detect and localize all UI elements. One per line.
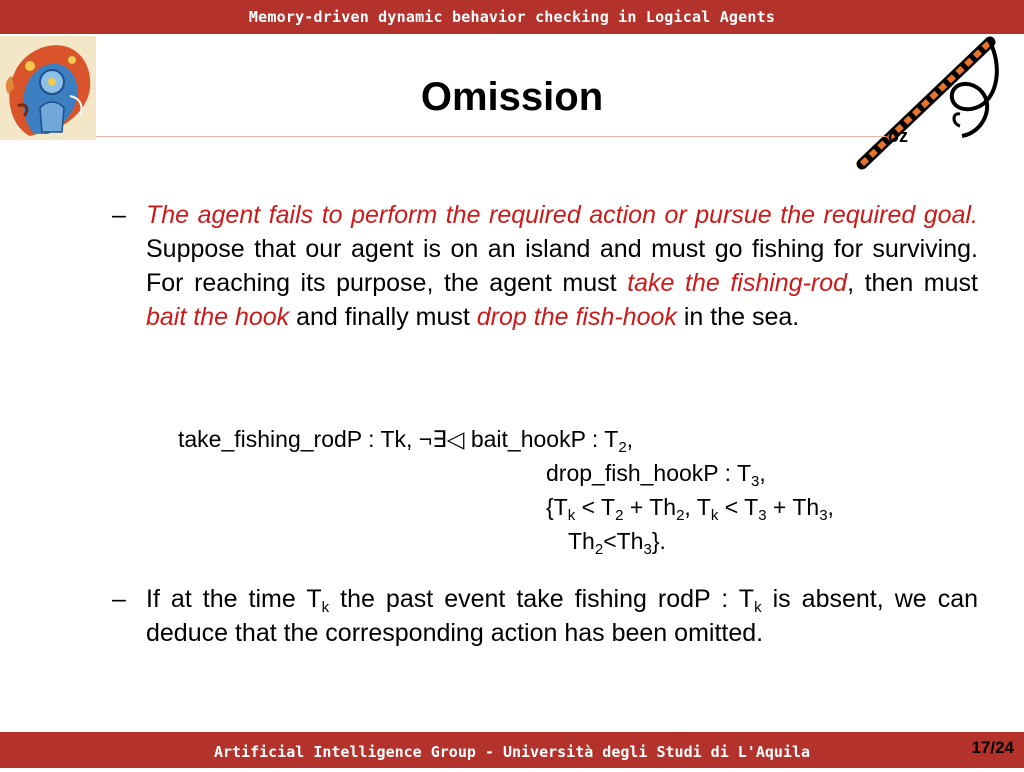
slide-title: Omission [420, 75, 604, 119]
formula-line-4: $Th_2<Th_3$}. [568, 528, 666, 558]
presentation-title: Memory-driven dynamic behavior checking in Logical Agents [248, 8, 776, 26]
emphasis-bait-hook: bait the hook [146, 303, 290, 331]
bullet-dash: – [112, 201, 126, 229]
page-number: 17/24 [971, 738, 1014, 757]
formula-line-1: take_fishing_rodP : Tk, ¬∃◁ bait_hookP : $T_2$, [178, 426, 634, 456]
emphasis-take-rod: take the fishing-rod [627, 269, 848, 297]
paragraph-text: , then must [847, 269, 978, 297]
paragraph-text: in the sea. [676, 303, 800, 331]
emphasis-failure: The agent fails to perform the required action or pursue the required goal. [146, 201, 978, 229]
header-bar [0, 0, 1024, 34]
footer-institution: Artificial Intelligence Group - Università degli Studi di L'Aquila [213, 743, 811, 761]
bullet-paragraph-2: – If at the time $T_k$ the past event take fishing rodP : $T_k$ is absent, we can deduce that the corresponding action has been omitted. [146, 582, 978, 650]
formula-line-3: {$T_k < T_2 + Th_2$, $T_k < T_3 + Th_3$, [546, 494, 834, 524]
formula-line-2: drop_fish_hookP : $T_3$, [546, 460, 766, 490]
bullet-paragraph-1 [112, 198, 978, 334]
bullet-dash: – [112, 585, 126, 613]
title-divider [96, 136, 886, 137]
paragraph-text: and finally must [289, 303, 477, 331]
rod-logo-letters: oz [888, 126, 908, 146]
footer-bar [0, 732, 1024, 768]
paragraph-text: Suppose that our agent is on an island and must go fishing for surviving. For reaching its purpose, the agent must [146, 235, 978, 297]
emphasis-drop-hook: drop the fish-hook [476, 303, 677, 331]
